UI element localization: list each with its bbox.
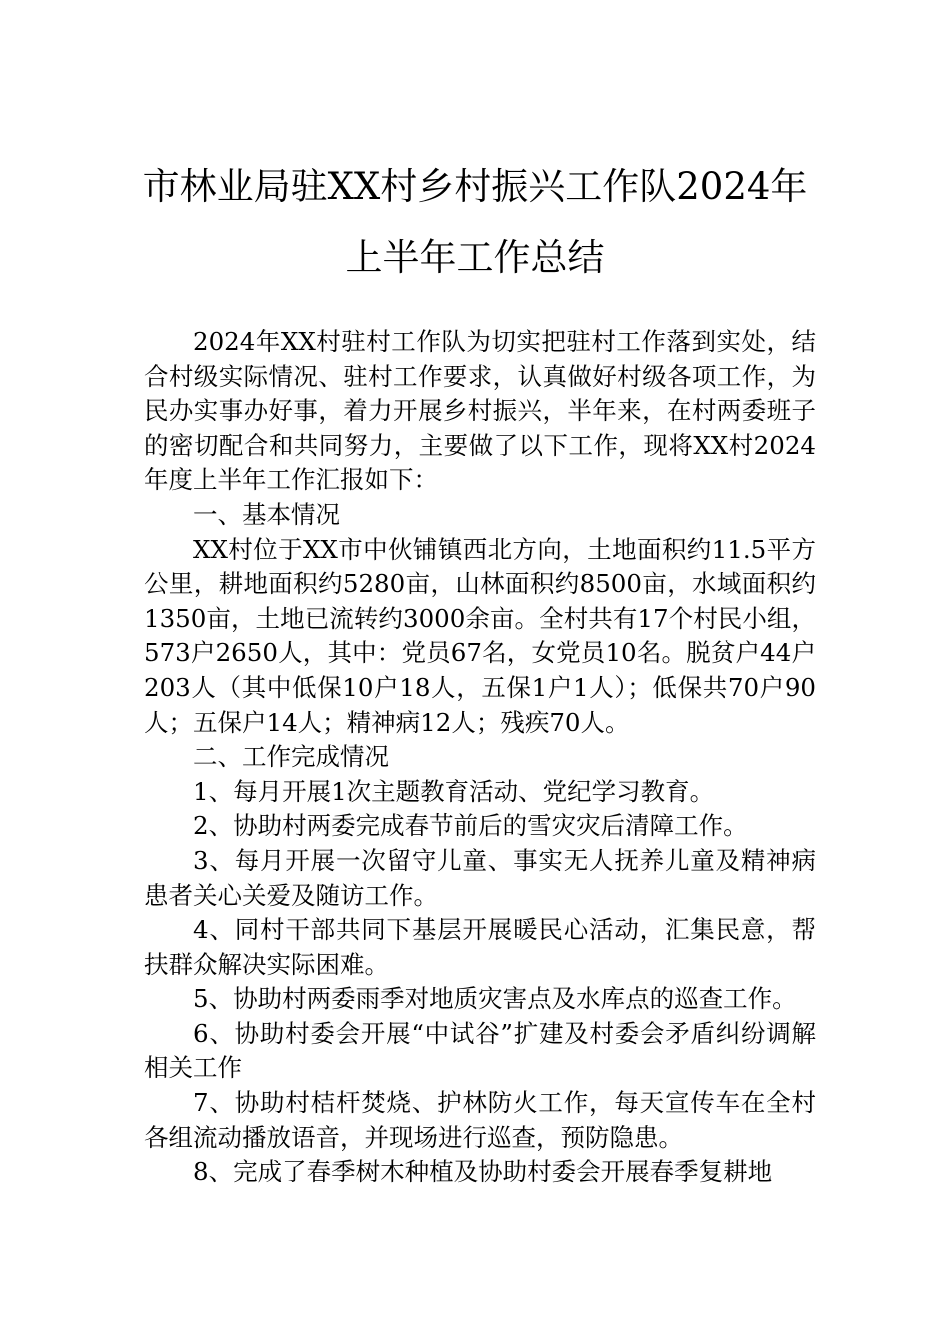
work-item: 6、协助村委会开展“中试谷”扩建及村委会矛盾纠纷调解相关工作	[144, 1018, 816, 1083]
work-item: 3、每月开展一次留守儿童、事实无人抚养儿童及精神病患者关心关爱及随访工作。	[144, 845, 816, 910]
work-item: 2、协助村两委完成春节前后的雪灾灾后清障工作。	[193, 811, 748, 841]
section-heading-basic-info: 一、基本情况	[193, 499, 340, 529]
document-title-line-1: 市林业局驻XX村乡村振兴工作队2024年	[142, 165, 808, 208]
intro-paragraph: 2024年XX村驻村工作队为切实把驻村工作落到实处，结合村级实际情况、驻村工作要求，认真做好村级各项工作，为民办实事办好事，着力开展乡村振兴，半年来，在村两委班子的密切配合和共同努力，主要做了以下工作，现将XX村2024年度上半年工作汇报如下：	[144, 327, 816, 495]
section-heading-work-completed: 二、工作完成情况	[193, 742, 389, 772]
work-item: 8、完成了春季树木种植及协助村委会开展春季复耕地	[193, 1157, 773, 1187]
work-item: 4、同村干部共同下基层开展暖民心活动，汇集民意，帮扶群众解决实际困难。	[144, 915, 816, 979]
work-item: 1、每月开展1次主题教育活动、党纪学习教育。	[193, 776, 715, 806]
work-item: 5、协助村两委雨季对地质灾害点及水库点的巡查工作。	[193, 984, 797, 1014]
basic-info-paragraph: XX村位于XX市中伙铺镇西北方向，土地面积约11.5平方公里，耕地面积约5280亩，山林面积约8500亩，水域面积约1350亩，土地已流转约3000余亩。全村共有17个村民小组，573户2650人，其中：党员67名，女党员10名。脱贫户44户203人（其中低保10户18人，五保1户1人）；低保共70户90人；五保户14人；精神病12人；残疾70人。	[144, 534, 816, 737]
document-body	[144, 325, 816, 1190]
work-item: 7、协助村桔杆焚烧、护林防火工作，每天宣传车在全村各组流动播放语音，并现场进行巡查，预防隐患。	[144, 1088, 816, 1152]
document-title-line-2: 上半年工作总结	[345, 236, 605, 279]
